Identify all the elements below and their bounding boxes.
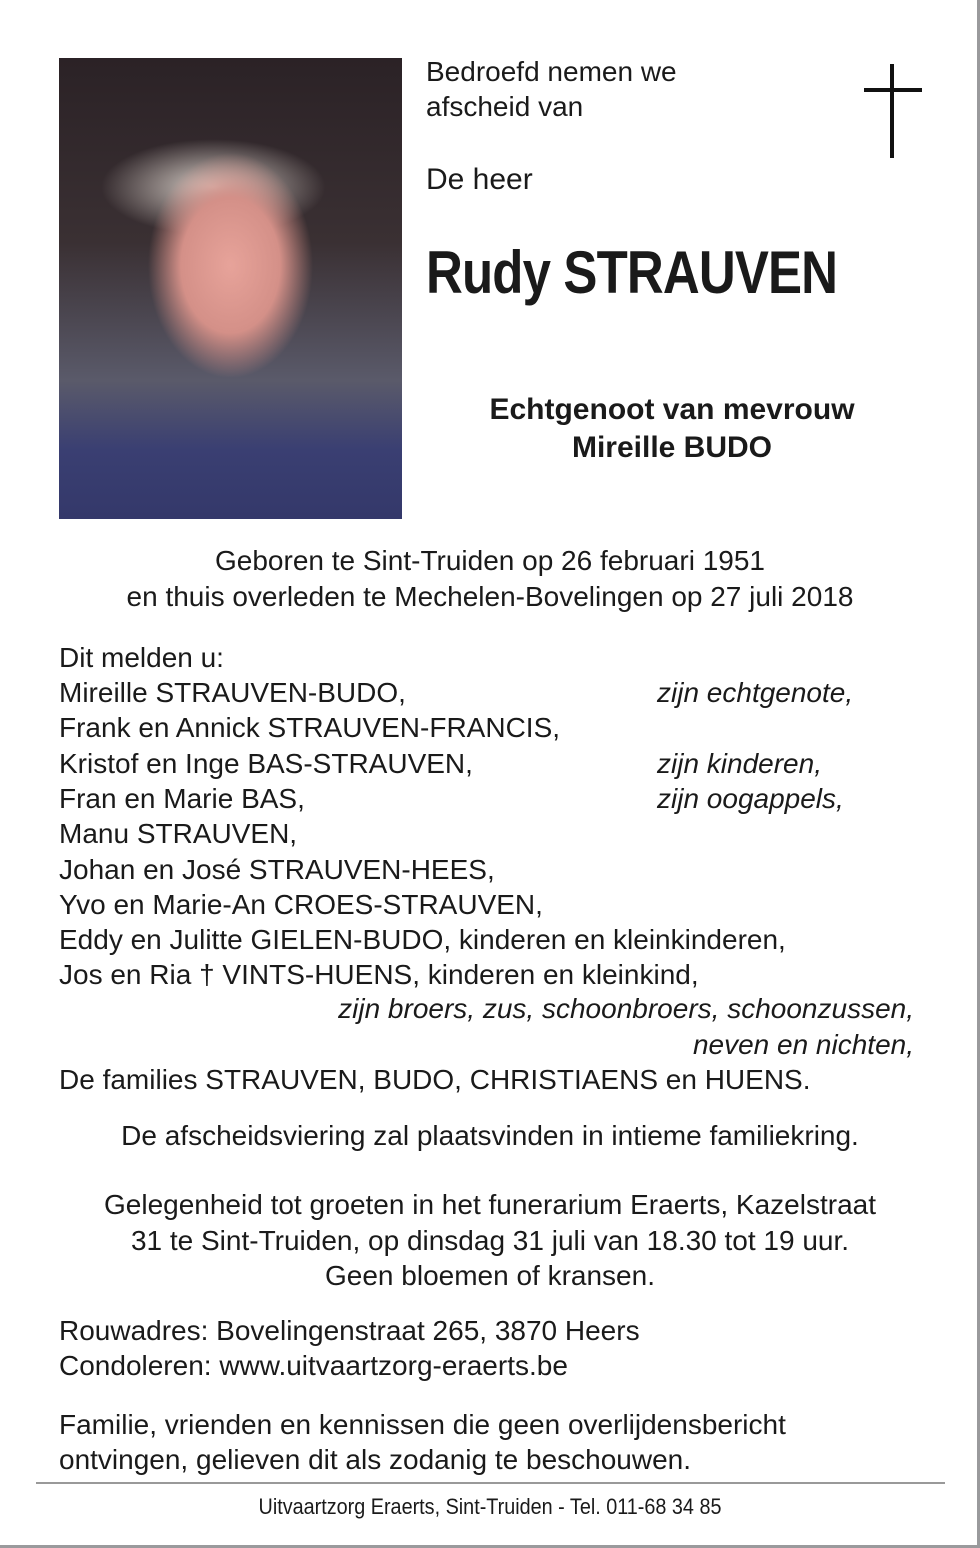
spouse-line-2: Mireille BUDO — [571, 431, 773, 464]
ceremony-line: De afscheidsviering zal plaatsvinden in intieme familiekring. — [121, 1120, 859, 1151]
family-role: zijn oogappels, — [657, 782, 844, 814]
siblings-role-2: neven en nichten, — [692, 1029, 914, 1060]
deceased-name: Rudy STRAUVEN — [426, 239, 838, 306]
family-member: Fran en Marie BAS, — [59, 782, 305, 814]
funeral-home-footer: Uitvaartzorg Eraerts, Sint-Truiden - Tel. 011-68 34 85 — [258, 1494, 722, 1519]
visitation-line-1: Gelegenheid tot groeten in het funerarium Eraerts, Kazelstraat — [104, 1189, 876, 1220]
family-member: Manu STRAUVEN, — [59, 818, 298, 850]
intro-line-2: afscheid van — [426, 91, 584, 122]
family-member: Johan en José STRAUVEN-HEES, — [59, 853, 495, 885]
families-line: De families STRAUVEN, BUDO, CHRISTIAENS en HUENS. — [59, 1064, 811, 1095]
mourning-address: Rouwadres: Bovelingenstraat 265, 3870 Heers — [59, 1315, 640, 1346]
family-member: Frank en Annick STRAUVEN-FRANCIS, — [59, 712, 561, 744]
notice-line-1: Familie, vrienden en kennissen die geen overlijdensbericht — [59, 1409, 786, 1440]
family-member: Jos en Ria † VINTS-HUENS, kinderen en kleinkind, — [59, 959, 699, 991]
intro-line-1: Bedroefd nemen we — [426, 56, 677, 87]
condolences-link[interactable]: Condoleren: www.uitvaartzorg-eraerts.be — [59, 1350, 568, 1381]
family-member: Kristof en Inge BAS-STRAUVEN, — [59, 747, 473, 779]
visitation-line-3: Geen bloemen of kransen. — [325, 1260, 655, 1291]
visitation-line-2: 31 te Sint-Truiden, op dinsdag 31 juli van 18.30 tot 19 uur. — [130, 1225, 850, 1256]
death-line: en thuis overleden te Mechelen-Bovelingen op 27 juli 2018 — [126, 581, 854, 612]
family-role: zijn echtgenote, — [657, 677, 854, 708]
title-prefix: De heer — [426, 163, 533, 196]
divider — [36, 1482, 945, 1484]
family-member: Eddy en Julitte GIELEN-BUDO, kinderen en kleinkinderen, — [59, 924, 786, 956]
family-member: Yvo en Marie-An CROES-STRAUVEN, — [59, 888, 543, 920]
family-role: zijn kinderen, — [657, 747, 822, 779]
spouse-line-1: Echtgenoot van mevrouw — [489, 393, 855, 426]
birth-line: Geboren te Sint-Truiden op 26 februari 1951 — [215, 545, 765, 576]
family-member: Mireille STRAUVEN-BUDO, — [59, 677, 406, 708]
portrait-photo — [59, 58, 402, 519]
notice-line-2: ontvingen, gelieven dit als zodanig te beschouwen. — [59, 1444, 691, 1475]
announce-label: Dit melden u: — [59, 642, 224, 673]
siblings-role-1: zijn broers, zus, schoonbroers, schoonzussen, — [338, 993, 914, 1024]
cross-icon — [864, 64, 922, 158]
